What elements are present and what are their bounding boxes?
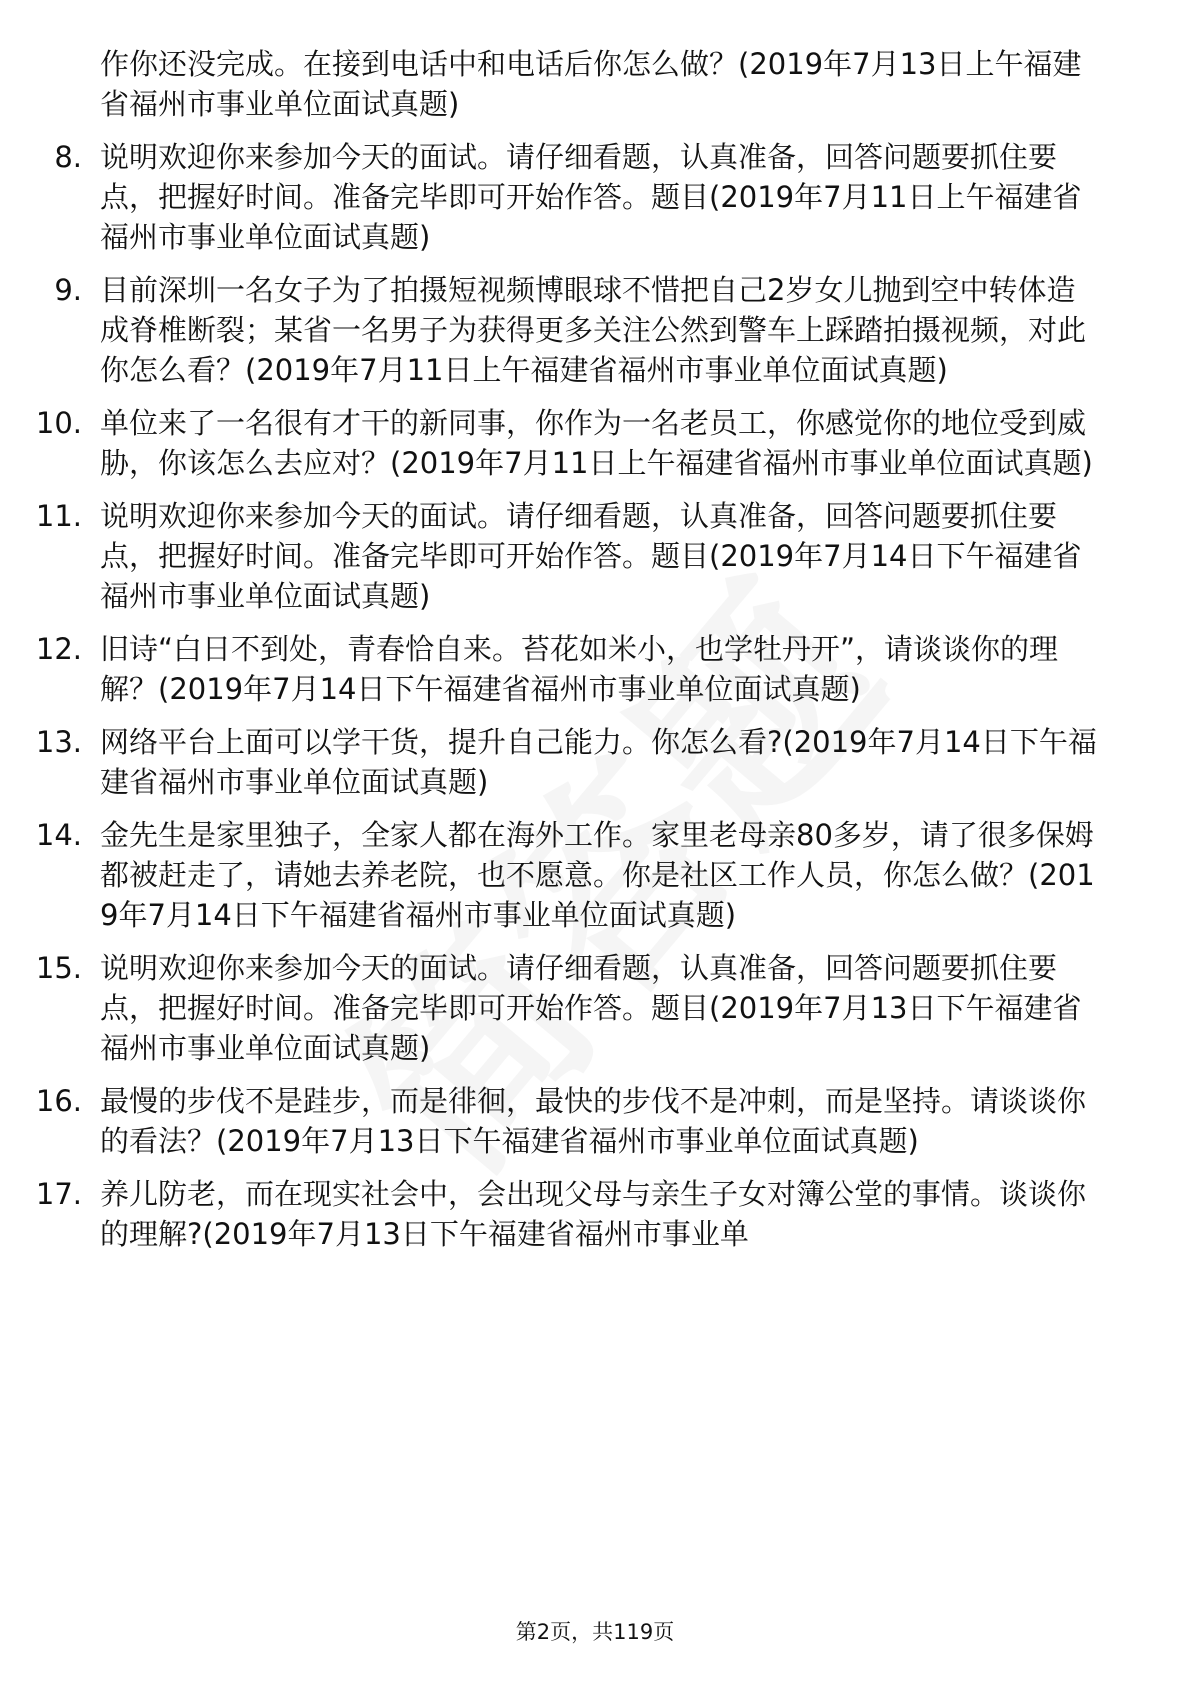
question-item xyxy=(0,496,1190,616)
question-text: 目前深圳一名女子为了拍摄短视频博眼球不惜把自己2岁女儿抛到空中转体造成脊椎断裂；某省一名男子为获得更多关注公然到警车上踩踏拍摄视频，对此你怎么看？(2019年7月11日上午福建省福州市事业单位面试真题) xyxy=(100,273,1087,387)
question-number: 8. xyxy=(54,140,82,174)
question-item xyxy=(0,815,1190,935)
question-item xyxy=(0,948,1190,1068)
question-text: 最慢的步伐不是跬步，而是徘徊，最快的步伐不是冲刺，而是坚持。请谈谈你的看法？(2019年7月13日下午福建省福州市事业单位面试真题) xyxy=(100,1084,1087,1158)
question-list xyxy=(0,44,1190,1267)
question-text: 作你还没完成。在接到电话中和电话后你怎么做？(2019年7月13日上午福建省福州市事业单位面试真题) xyxy=(100,47,1082,121)
question-item xyxy=(0,629,1190,709)
question-text: 单位来了一名很有才干的新同事，你作为一名老员工，你感觉你的地位受到威胁，你该怎么去应对？(2019年7月11日上午福建省福州市事业单位面试真题) xyxy=(100,406,1093,480)
question-number: 12. xyxy=(35,632,82,666)
question-number: 13. xyxy=(35,725,82,759)
question-number: 15. xyxy=(35,951,82,985)
question-item xyxy=(0,722,1190,802)
question-item xyxy=(0,403,1190,483)
question-item xyxy=(0,270,1190,390)
question-number: 10. xyxy=(35,406,82,440)
question-item xyxy=(0,137,1190,257)
question-text: 说明欢迎你来参加今天的面试。请仔细看题，认真准备，回答问题要抓住要点，把握好时间。准备完毕即可开始作答。题目(2019年7月11日上午福建省福州市事业单位面试真题) xyxy=(100,140,1082,254)
question-number: 11. xyxy=(35,499,82,533)
question-text: 说明欢迎你来参加今天的面试。请仔细看题，认真准备，回答问题要抓住要点，把握好时间。准备完毕即可开始作答。题目(2019年7月13日下午福建省福州市事业单位面试真题) xyxy=(100,951,1082,1065)
question-item xyxy=(0,1174,1190,1254)
question-text: 金先生是家里独子，全家人都在海外工作。家里老母亲80多岁，请了很多保姆都被赶走了，请她去养老院，也不愿意。你是社区工作人员，你怎么做？(2019年7月14日下午福建省福州市事业单位面试真题) xyxy=(100,818,1095,932)
page-number: 第2页，共119页 xyxy=(515,1620,675,1644)
question-text: 养儿防老，而在现实社会中，会出现父母与亲生子女对簿公堂的事情。谈谈你的理解?(2019年7月13日下午福建省福州市事业单 xyxy=(100,1177,1087,1251)
question-number: 17. xyxy=(35,1177,82,1211)
question-number: 14. xyxy=(35,818,82,852)
question-number: 16. xyxy=(35,1084,82,1118)
question-text: 旧诗“白日不到处，青春恰自来。苔花如米小，也学牡丹开”，请谈谈你的理解？(2019年7月14日下午福建省福州市事业单位面试真题) xyxy=(100,632,1059,706)
question-text: 说明欢迎你来参加今天的面试。请仔细看题，认真准备，回答问题要抓住要点，把握好时间。准备完毕即可开始作答。题目(2019年7月14日下午福建省福州市事业单位面试真题) xyxy=(100,499,1082,613)
question-continuation xyxy=(0,44,1190,124)
question-item xyxy=(0,1081,1190,1161)
question-number: 9. xyxy=(54,273,82,307)
question-text: 网络平台上面可以学干货，提升自己能力。你怎么看?(2019年7月14日下午福建省福州市事业单位面试真题) xyxy=(100,725,1097,799)
